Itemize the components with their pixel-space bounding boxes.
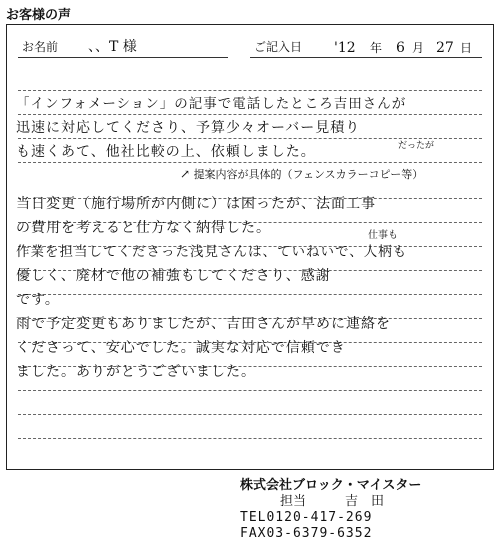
- name-value: 、、T 様: [88, 39, 137, 55]
- phone-number: TEL0120-417-269: [240, 510, 373, 525]
- ruled-line: [18, 438, 482, 439]
- date-day-unit: 日: [460, 41, 473, 55]
- insert-arrow-icon: ↗: [180, 167, 191, 181]
- date-month: 6: [396, 40, 405, 56]
- comment-line: 雨で予定変更もありましたが、吉田さんが早めに連絡を: [16, 316, 391, 332]
- form-heading: お客様の声: [6, 8, 72, 23]
- inserted-annotation-text: 提案内容が具体的（フェンスカラーコピー等）: [193, 168, 424, 181]
- margin-annotation: だったが: [398, 141, 435, 151]
- comment-line: 迅速に対応してくださり、予算少々オーバー見積り: [16, 120, 361, 136]
- comment-line: 優しく、廃材で他の補強もしてくださり、感謝: [16, 268, 331, 284]
- name-field: [18, 36, 228, 58]
- date-year: '12: [334, 40, 356, 56]
- comment-line: ました。ありがとうございました。: [16, 364, 256, 380]
- comment-line: です。: [16, 292, 60, 308]
- company-name: 株式会社ブロック・マイスター: [240, 478, 422, 493]
- margin-annotation: 仕事も: [368, 230, 398, 241]
- date-label: ご記入日: [254, 40, 303, 54]
- comment-line: も速くあて、他社比較の上、依頼しました。: [16, 144, 316, 160]
- date-month-unit: 月: [412, 41, 425, 55]
- comment-line: 作業を担当してくださった浅見さんは、ていねいで、人柄も: [16, 244, 408, 260]
- staff-name: 担当 吉 田: [280, 494, 385, 509]
- name-underline: [18, 57, 228, 58]
- date-day: 27: [436, 40, 454, 56]
- name-label: お名前: [22, 40, 59, 54]
- date-year-unit: 年: [370, 41, 383, 55]
- date-field: [250, 36, 482, 58]
- fax-number: FAX03-6379-6352: [240, 526, 373, 541]
- comment-line: 「インフォメーション」の記事で電話したところ吉田さんが: [16, 96, 407, 112]
- ruled-line: [18, 390, 482, 391]
- date-underline: [250, 57, 482, 58]
- comment-line: の費用を考えると仕方なく納得した。: [16, 220, 271, 236]
- inserted-annotation: [180, 166, 423, 182]
- ruled-line: [18, 414, 482, 415]
- comment-line: 当日変更（施行場所が内側に）は困ったが、法面工事: [16, 196, 376, 212]
- comment-line: くださって、安心でした。誠実な対応で信頼でき: [16, 340, 346, 356]
- ruled-line: [18, 90, 482, 91]
- company-footer: [240, 478, 460, 542]
